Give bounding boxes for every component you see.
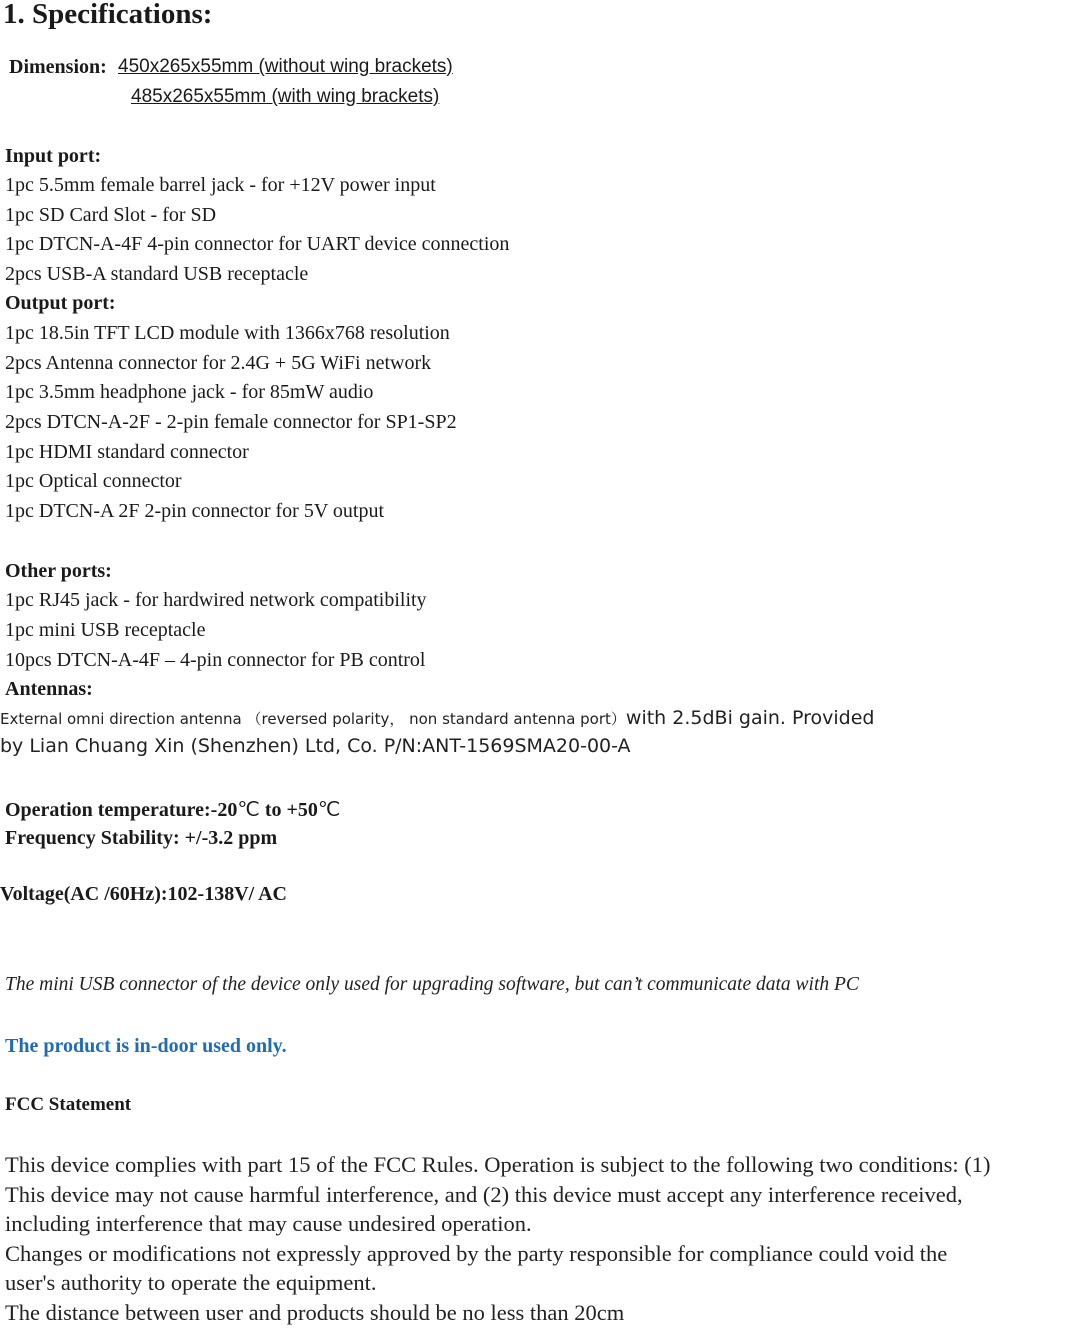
antennas-description bbox=[0, 707, 874, 729]
fcc-paragraph-line: Changes or modifications not expressly approved by the party responsible for compliance could void the bbox=[5, 1241, 948, 1266]
output-port-item: 1pc DTCN-A 2F 2-pin connector for 5V output bbox=[5, 500, 385, 522]
input-port-item: 1pc SD Card Slot - for SD bbox=[5, 204, 217, 226]
other-ports-item: 1pc mini USB receptacle bbox=[5, 619, 206, 641]
antennas-description-large: with 2.5dBi gain. Provided bbox=[625, 707, 875, 729]
fcc-paragraph-line: user's authority to operate the equipment. bbox=[5, 1270, 377, 1295]
celsius-unit: ℃ bbox=[317, 799, 341, 821]
output-port-item: 1pc Optical connector bbox=[5, 470, 182, 492]
input-port-title: Input port: bbox=[5, 145, 102, 167]
output-port-item: 1pc 18.5in TFT LCD module with 1366x768 resolution bbox=[5, 322, 450, 344]
output-port-item: 1pc HDMI standard connector bbox=[5, 441, 249, 463]
operation-temperature-prefix: Operation temperature:-20 bbox=[5, 799, 238, 821]
frequency-stability: Frequency Stability: +/-3.2 ppm bbox=[5, 827, 278, 849]
fcc-paragraph-line: This device may not cause harmful interference, and (2) this device must accept any interference received, bbox=[5, 1182, 963, 1207]
mini-usb-note: The mini USB connector of the device only used for upgrading software, but can’t communicate data with PC bbox=[5, 974, 859, 995]
input-port-item: 2pcs USB-A standard USB receptacle bbox=[5, 263, 309, 285]
fcc-paragraph-line: The distance between user and products should be no less than 20cm bbox=[5, 1300, 625, 1325]
dimension-value-without-brackets: 450x265x55mm (without wing brackets) bbox=[118, 56, 453, 77]
dimension-label: Dimension: bbox=[9, 56, 107, 78]
fcc-paragraph-line: This device complies with part 15 of the FCC Rules. Operation is subject to the following two conditions: (1) bbox=[5, 1152, 991, 1177]
fcc-statement-title: FCC Statement bbox=[5, 1094, 132, 1115]
celsius-unit: ℃ bbox=[237, 799, 260, 821]
output-port-item: 1pc 3.5mm headphone jack - for 85mW audio bbox=[5, 381, 374, 403]
indoor-note: The product is in-door used only. bbox=[5, 1035, 287, 1057]
output-port-title: Output port: bbox=[5, 292, 116, 314]
input-port-item: 1pc DTCN-A-4F 4-pin connector for UART device connection bbox=[5, 233, 510, 255]
other-ports-item: 10pcs DTCN-A-4F – 4-pin connector for PB control bbox=[5, 649, 426, 671]
dimension-value-with-brackets: 485x265x55mm (with wing brackets) bbox=[131, 86, 440, 107]
voltage: Voltage(AC /60Hz):102-138V/ AC bbox=[0, 883, 288, 905]
input-port-item: 1pc 5.5mm female barrel jack - for +12V power input bbox=[5, 174, 436, 196]
output-port-item: 2pcs Antenna connector for 2.4G + 5G WiFi network bbox=[5, 352, 432, 374]
output-port-item: 2pcs DTCN-A-2F - 2-pin female connector for SP1-SP2 bbox=[5, 411, 457, 433]
antennas-description-small: External omni direction antenna （reversed polarity， non standard antenna port） bbox=[0, 710, 626, 728]
operation-temperature bbox=[5, 797, 340, 822]
antennas-title: Antennas: bbox=[5, 678, 93, 700]
page-heading: 1. Specifications: bbox=[3, 0, 213, 30]
other-ports-item: 1pc RJ45 jack - for hardwired network compatibility bbox=[5, 589, 427, 611]
operation-temperature-middle: to +50 bbox=[259, 799, 318, 821]
antennas-provider: by Lian Chuang Xin (Shenzhen) Ltd, Co. P/N:ANT-1569SMA20-00-A bbox=[0, 735, 631, 757]
other-ports-title: Other ports: bbox=[5, 560, 112, 582]
fcc-paragraph-line: including interference that may cause undesired operation. bbox=[5, 1211, 532, 1236]
